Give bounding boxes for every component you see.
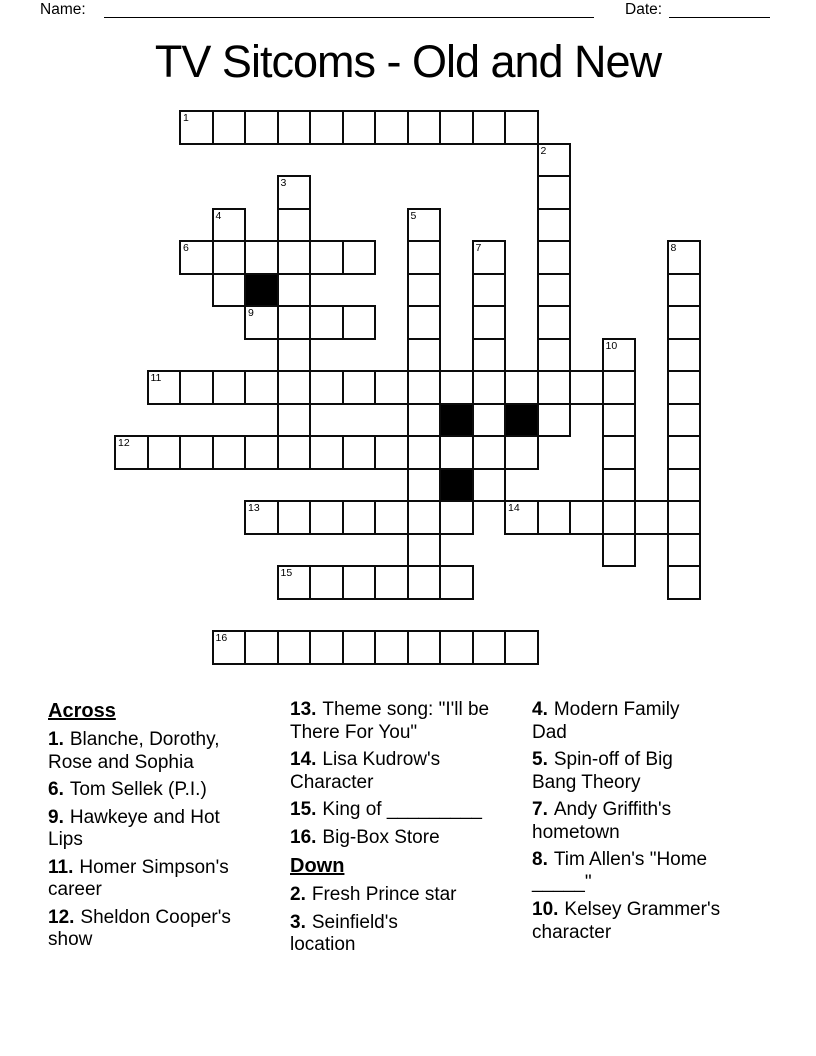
clue-text: Homer Simpson's career [48, 856, 229, 900]
grid-cell[interactable] [244, 110, 279, 145]
grid-cell[interactable] [342, 110, 377, 145]
grid-cell[interactable] [602, 533, 637, 568]
grid-cell[interactable] [667, 305, 702, 340]
clue-down-3 [290, 912, 455, 957]
grid-cell[interactable] [667, 565, 702, 600]
grid-cell[interactable] [277, 338, 312, 373]
grid-cell[interactable] [374, 110, 409, 145]
grid-cell[interactable] [472, 305, 507, 340]
grid-cell[interactable] [309, 630, 344, 665]
grid-cell[interactable] [277, 500, 312, 535]
grid-cell[interactable] [212, 370, 247, 405]
clue-text: King of _________ [322, 799, 482, 820]
grid-cell[interactable] [439, 565, 474, 600]
clue-number: 15. [290, 799, 317, 820]
grid-cell[interactable] [277, 403, 312, 438]
grid-cell[interactable] [179, 370, 214, 405]
grid-cell[interactable] [309, 370, 344, 405]
clue-across-15 [290, 799, 490, 822]
grid-cell[interactable] [407, 630, 442, 665]
grid-cell[interactable] [602, 500, 637, 535]
clue-text: Kelsey Grammer's character [532, 899, 721, 943]
grid-cell[interactable] [472, 338, 507, 373]
grid-cell[interactable] [244, 500, 279, 535]
clue-number: 9. [48, 806, 64, 828]
grid-cell[interactable] [569, 500, 604, 535]
grid-cell[interactable] [667, 273, 702, 308]
grid-cell[interactable] [212, 240, 247, 275]
clue-number: 4. [532, 699, 548, 720]
grid-cell[interactable] [179, 110, 214, 145]
grid-cell[interactable] [342, 435, 377, 470]
grid-cell[interactable] [667, 370, 702, 405]
clues-column-2 [290, 699, 490, 962]
grid-cell[interactable] [602, 403, 637, 438]
clue-number: 14. [290, 749, 317, 770]
clue-across-6 [48, 779, 263, 802]
grid-cell[interactable] [277, 305, 312, 340]
cell-number: 4 [215, 209, 222, 222]
cell-number: 7 [475, 242, 482, 254]
clue-down-7 [532, 799, 722, 844]
cell-number: 11 [150, 372, 162, 384]
grid-cell[interactable] [407, 565, 442, 600]
grid-cell[interactable] [537, 500, 572, 535]
grid-cell[interactable] [472, 468, 507, 503]
grid-cell[interactable] [147, 435, 182, 470]
clue-text: Lisa Kudrow's Character [290, 749, 441, 793]
clue-text: Tom Sellek (P.I.) [69, 779, 207, 800]
grid-cell[interactable] [147, 370, 182, 405]
clue-text: Sheldon Cooper's show [48, 906, 231, 950]
across-heading: Across [48, 700, 116, 722]
page-title: TV Sitcoms - Old and New [154, 36, 662, 87]
grid-cell[interactable] [407, 338, 442, 373]
grid-cell[interactable] [407, 370, 442, 405]
grid-cell[interactable] [374, 565, 409, 600]
black-cell [439, 403, 474, 438]
grid-cell[interactable] [504, 500, 539, 535]
clue-number: 6. [48, 779, 64, 800]
grid-cell[interactable] [472, 370, 507, 405]
clues-column-1 [48, 699, 263, 957]
grid-cell[interactable] [407, 240, 442, 275]
grid-cell[interactable] [407, 533, 442, 568]
grid-cell[interactable] [309, 305, 344, 340]
grid-cell[interactable] [277, 630, 312, 665]
grid-cell[interactable] [407, 403, 442, 438]
grid-cell[interactable] [374, 435, 409, 470]
grid-cell[interactable] [439, 370, 474, 405]
clue-number: 12. [48, 906, 75, 928]
clue-text: Hawkeye and Hot Lips [48, 806, 220, 850]
grid-cell[interactable] [179, 240, 214, 275]
clue-text: Theme song: "I'll be There For You" [290, 699, 490, 743]
grid-cell[interactable] [407, 468, 442, 503]
grid-cell[interactable] [342, 370, 377, 405]
clue-text: Fresh Prince star [311, 884, 457, 905]
grid-cell[interactable] [537, 305, 572, 340]
clue-down-2 [290, 884, 490, 907]
grid-cell[interactable] [212, 630, 247, 665]
cell-number: 9 [248, 307, 254, 319]
grid-cell[interactable] [504, 370, 539, 405]
grid-cell[interactable] [407, 500, 442, 535]
grid-cell[interactable] [277, 273, 312, 308]
grid-cell[interactable] [309, 565, 344, 600]
grid-cell[interactable] [277, 435, 312, 470]
grid-cell[interactable] [667, 435, 702, 470]
grid-cell[interactable] [472, 110, 507, 145]
grid-cell[interactable] [439, 435, 474, 470]
grid-cell[interactable] [342, 240, 377, 275]
clue-down-10 [532, 899, 722, 944]
grid-cell[interactable] [244, 305, 279, 340]
clue-number: 2. [290, 884, 306, 905]
grid-cell[interactable] [472, 273, 507, 308]
grid-cell[interactable] [277, 370, 312, 405]
grid-cell[interactable] [472, 240, 507, 275]
grid-cell[interactable] [277, 175, 312, 210]
grid-cell[interactable] [374, 630, 409, 665]
clue-text: Tim Allen's "Home _____" [532, 849, 708, 893]
grid-cell[interactable] [537, 273, 572, 308]
grid-cell[interactable] [537, 338, 572, 373]
grid-cell[interactable] [504, 630, 539, 665]
grid-cell[interactable] [179, 435, 214, 470]
clue-text: Spin-off of Big Bang Theory [532, 749, 673, 793]
grid-cell[interactable] [342, 565, 377, 600]
grid-cell[interactable] [472, 630, 507, 665]
grid-cell[interactable] [342, 500, 377, 535]
grid-cell[interactable] [342, 630, 377, 665]
grid-cell[interactable] [277, 208, 312, 243]
cell-number: 5 [410, 209, 417, 222]
date-input-line[interactable] [669, 1, 770, 18]
black-cell [439, 468, 474, 503]
clue-number: 11. [48, 856, 74, 878]
clue-number: 8. [532, 849, 548, 870]
clue-across-11 [48, 857, 263, 902]
grid-cell[interactable] [602, 338, 637, 373]
grid-cell[interactable] [667, 240, 702, 275]
grid-cell[interactable] [537, 370, 572, 405]
grid-cell[interactable] [374, 370, 409, 405]
grid-cell[interactable] [667, 403, 702, 438]
cell-number: 6 [183, 242, 189, 254]
name-input-line[interactable] [104, 1, 594, 18]
clue-number: 16. [290, 826, 317, 848]
grid-cell[interactable] [374, 500, 409, 535]
grid-cell[interactable] [277, 565, 312, 600]
grid-cell[interactable] [472, 403, 507, 438]
clue-text: Blanche, Dorothy, Rose and Sophia [48, 729, 220, 773]
grid-cell[interactable] [569, 370, 604, 405]
grid-cell[interactable] [537, 208, 572, 243]
grid-cell[interactable] [244, 630, 279, 665]
grid-cell[interactable] [602, 468, 637, 503]
cell-number: 10 [605, 339, 618, 352]
clue-across-12 [48, 907, 263, 952]
grid-cell[interactable] [244, 240, 279, 275]
grid-cell[interactable] [407, 208, 442, 243]
grid-cell[interactable] [504, 110, 539, 145]
clue-across-1 [48, 729, 263, 774]
clue-number: 3. [290, 911, 306, 933]
crossword-grid [114, 110, 700, 663]
cell-number: 8 [670, 242, 677, 254]
grid-cell[interactable] [407, 273, 442, 308]
down-heading: Down [290, 855, 345, 877]
grid-cell[interactable] [439, 630, 474, 665]
grid-cell[interactable] [244, 370, 279, 405]
grid-cell[interactable] [537, 403, 572, 438]
grid-cell[interactable] [277, 110, 312, 145]
grid-cell[interactable] [537, 143, 572, 178]
clue-number: 10. [532, 899, 559, 920]
black-cell [504, 403, 539, 438]
grid-cell[interactable] [342, 305, 377, 340]
grid-cell[interactable] [309, 435, 344, 470]
grid-cell[interactable] [407, 435, 442, 470]
clue-down-4 [532, 699, 704, 744]
clue-across-13 [290, 699, 490, 744]
clue-across-9 [48, 807, 243, 852]
clue-text: Seinfield's location [290, 911, 398, 955]
clue-number: 7. [532, 799, 548, 820]
grid-cell[interactable] [602, 370, 637, 405]
grid-cell[interactable] [212, 273, 247, 308]
grid-cell[interactable] [309, 500, 344, 535]
grid-cell[interactable] [667, 533, 702, 568]
grid-cell[interactable] [407, 110, 442, 145]
grid-cell[interactable] [667, 338, 702, 373]
cell-number: 1 [183, 112, 189, 124]
grid-cell[interactable] [277, 240, 312, 275]
grid-cell[interactable] [602, 435, 637, 470]
grid-cell[interactable] [309, 240, 344, 275]
clue-down-8 [532, 849, 722, 894]
grid-cell[interactable] [309, 110, 344, 145]
clues-column-3 [532, 699, 722, 949]
grid-cell[interactable] [212, 435, 247, 470]
grid-cell[interactable] [407, 305, 442, 340]
grid-cell[interactable] [439, 500, 474, 535]
name-label: Name: [40, 1, 86, 18]
date-label: Date: [625, 1, 663, 18]
clue-across-16 [290, 827, 490, 850]
grid-cell[interactable] [537, 240, 572, 275]
clue-number: 1. [48, 729, 64, 750]
grid-cell[interactable] [439, 110, 474, 145]
grid-cell[interactable] [244, 435, 279, 470]
grid-cell[interactable] [667, 468, 702, 503]
clue-across-14 [290, 749, 490, 794]
black-cell [244, 273, 279, 308]
cell-number: 3 [280, 177, 287, 189]
grid-cell[interactable] [634, 500, 669, 535]
grid-cell[interactable] [114, 435, 149, 470]
cell-number: 13 [248, 502, 260, 514]
cell-number: 12 [118, 437, 130, 449]
clue-down-5 [532, 749, 722, 794]
cell-number: 2 [540, 144, 547, 157]
cell-number: 14 [508, 502, 520, 514]
clue-text: Modern Family Dad [532, 699, 680, 743]
grid-cell[interactable] [504, 435, 539, 470]
cell-number: 16 [215, 632, 228, 644]
grid-cell[interactable] [472, 435, 507, 470]
clue-text: Andy Griffith's hometown [532, 799, 672, 843]
cell-number: 15 [280, 567, 293, 579]
grid-cell[interactable] [537, 175, 572, 210]
clue-number: 13. [290, 699, 317, 720]
clue-text: Big-Box Store [322, 826, 440, 848]
grid-cell[interactable] [667, 500, 702, 535]
grid-cell[interactable] [212, 208, 247, 243]
grid-cell[interactable] [212, 110, 247, 145]
clue-number: 5. [532, 749, 548, 770]
